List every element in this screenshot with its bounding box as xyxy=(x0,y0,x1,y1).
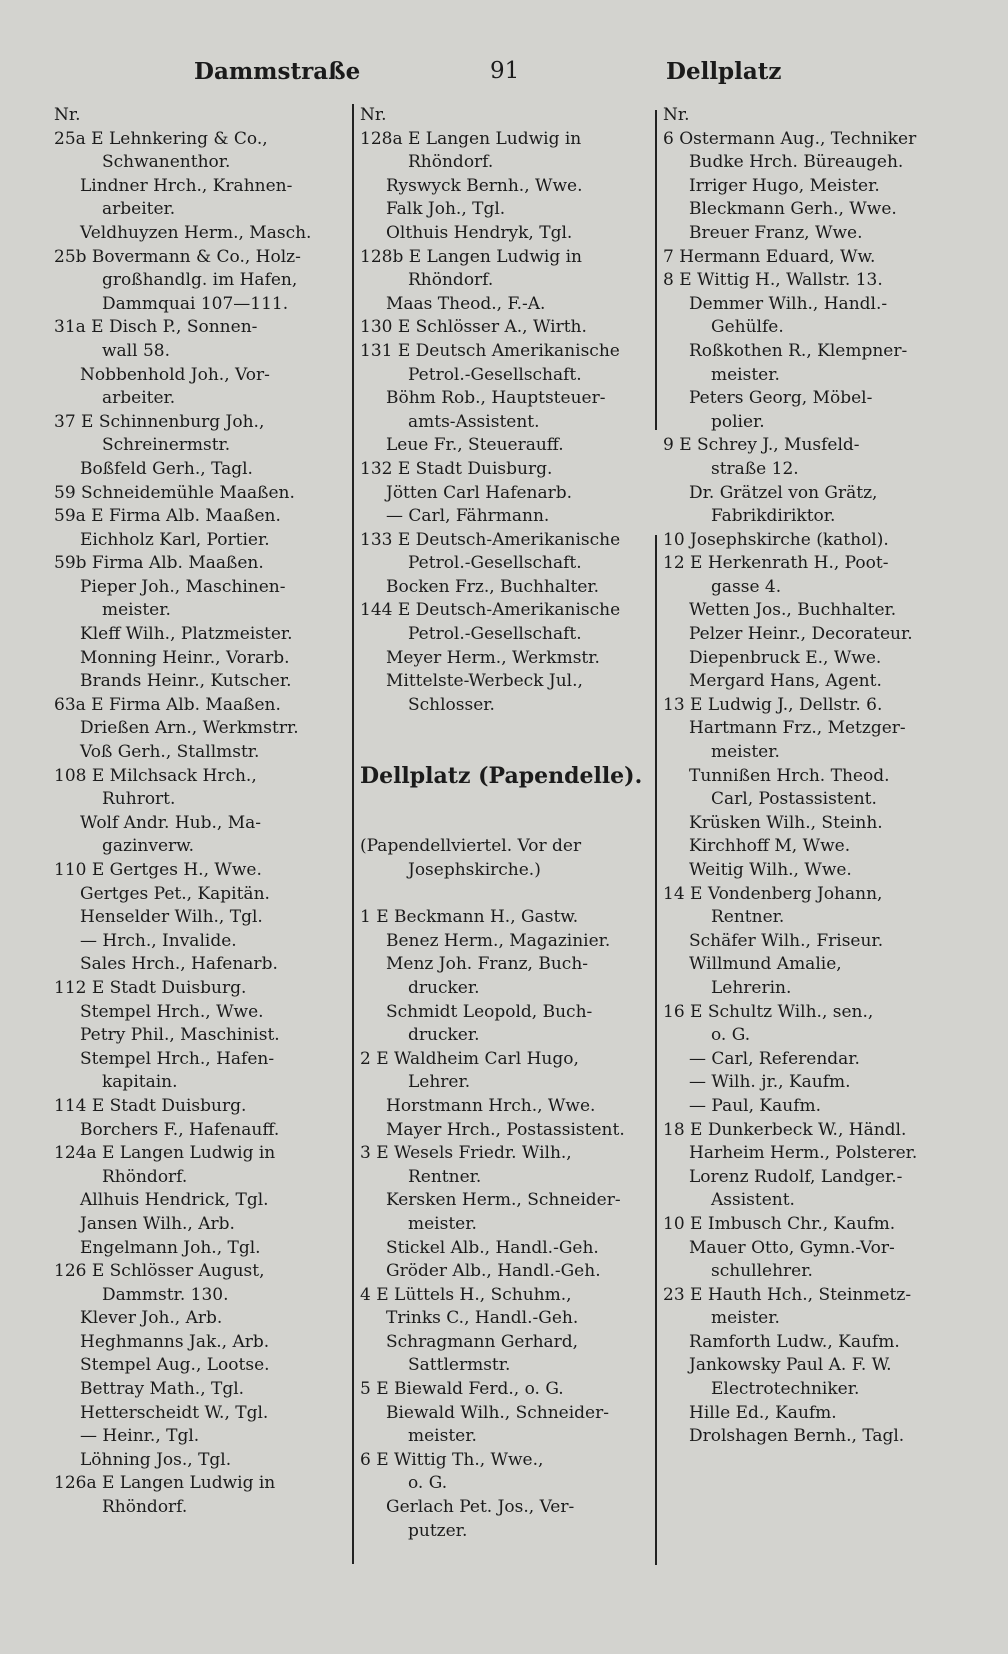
directory-line: Krüsken Wilh., Steinh. xyxy=(689,812,883,833)
directory-line: 37 E Schinnenburg Joh., xyxy=(54,411,265,432)
directory-line: meister. xyxy=(711,364,780,385)
directory-line: 59 Schneidemühle Maaßen. xyxy=(54,482,295,503)
directory-line: Engelmann Joh., Tgl. xyxy=(80,1237,261,1258)
column-divider-right-bottom xyxy=(655,535,657,1565)
directory-line: Jansen Wilh., Arb. xyxy=(80,1213,235,1234)
directory-line: 3 E Wesels Friedr. Wilh., xyxy=(360,1143,572,1164)
directory-line: Tunnißen Hrch. Theod. xyxy=(689,765,890,786)
directory-line: Schäfer Wilh., Friseur. xyxy=(689,930,884,951)
directory-line: 126 E Schlösser August, xyxy=(54,1261,265,1282)
directory-line: meister. xyxy=(408,1213,477,1234)
directory-line: Schreinermstr. xyxy=(102,435,231,456)
directory-line: Nobbenhold Joh., Vor- xyxy=(80,364,270,385)
directory-line: 25a E Lehnkering & Co., xyxy=(54,128,268,149)
directory-line: 14 E Vondenberg Johann, xyxy=(663,883,883,904)
directory-line: 13 E Ludwig J., Dellstr. 6. xyxy=(663,694,883,715)
directory-line: Stempel Aug., Lootse. xyxy=(80,1355,270,1376)
directory-line: arbeiter. xyxy=(102,199,176,220)
directory-line: schullehrer. xyxy=(711,1261,813,1282)
directory-line: Ryswyck Bernh., Wwe. xyxy=(386,175,583,196)
directory-line: 2 E Waldheim Carl Hugo, xyxy=(360,1048,579,1069)
directory-line: Stickel Alb., Handl.-Geh. xyxy=(386,1237,599,1258)
directory-line: Ruhrort. xyxy=(102,789,176,810)
directory-line: Gerlach Pet. Jos., Ver- xyxy=(386,1497,575,1518)
directory-line: 4 E Lüttels H., Schuhm., xyxy=(360,1284,572,1305)
directory-line: 6 E Wittig Th., Wwe., xyxy=(360,1449,544,1470)
directory-line: Dr. Grätzel von Grätz, xyxy=(689,482,878,503)
directory-line: o. G. xyxy=(408,1473,448,1494)
directory-line: Nr. xyxy=(54,105,81,125)
directory-line: drucker. xyxy=(408,977,480,998)
directory-line: Wetten Jos., Buchhalter. xyxy=(689,600,897,621)
directory-line: 130 E Schlösser A., Wirth. xyxy=(360,317,587,338)
directory-line: Rentner. xyxy=(711,907,785,928)
directory-line: Maas Theod., F.-A. xyxy=(386,293,546,314)
directory-line: Boßfeld Gerh., Tagl. xyxy=(80,458,253,479)
directory-line: 112 E Stadt Duisburg. xyxy=(54,977,247,998)
directory-line: Lindner Hrch., Krahnen- xyxy=(80,175,293,196)
directory-line: Kersken Herm., Schneider- xyxy=(386,1190,621,1211)
directory-line: großhandlg. im Hafen, xyxy=(102,270,298,291)
blank-line xyxy=(360,741,652,765)
directory-line: Hetterscheidt W., Tgl. xyxy=(80,1402,269,1423)
directory-line: — Carl, Referendar. xyxy=(689,1048,860,1069)
directory-line: Klever Joh., Arb. xyxy=(80,1308,223,1329)
column-divider-left xyxy=(352,104,354,1564)
directory-line: Trinks C., Handl.-Geh. xyxy=(386,1308,579,1329)
directory-line: Drolshagen Bernh., Tagl. xyxy=(689,1426,905,1447)
directory-line: Schlosser. xyxy=(408,694,495,715)
directory-line: 10 E Imbusch Chr., Kaufm. xyxy=(663,1213,896,1234)
directory-line: Falk Joh., Tgl. xyxy=(386,199,506,220)
directory-line: o. G. xyxy=(711,1025,751,1046)
directory-line: Rhöndorf. xyxy=(408,270,494,291)
directory-line: 128a E Langen Ludwig in xyxy=(360,128,582,149)
directory-line: Eichholz Karl, Portier. xyxy=(80,529,270,550)
directory-line: 63a E Firma Alb. Maaßen. xyxy=(54,694,281,715)
directory-line: 59a E Firma Alb. Maaßen. xyxy=(54,506,281,527)
directory-line: polier. xyxy=(711,411,765,432)
directory-line: Bleckmann Gerh., Wwe. xyxy=(689,199,897,220)
directory-line: Jötten Carl Hafenarb. xyxy=(386,482,573,503)
directory-line: 9 E Schrey J., Musfeld- xyxy=(663,435,860,456)
directory-line: 23 E Hauth Hch., Steinmetz- xyxy=(663,1284,912,1305)
directory-line: Rhöndorf. xyxy=(102,1497,188,1518)
directory-line: putzer. xyxy=(408,1520,468,1541)
directory-line: Pieper Joh., Maschinen- xyxy=(80,576,286,597)
blank-line xyxy=(360,788,652,812)
directory-line: 6 Ostermann Aug., Techniker xyxy=(663,128,917,149)
directory-line: 25b Bovermann & Co., Holz- xyxy=(54,246,301,267)
directory-line: Fabrikdiriktor. xyxy=(711,506,836,527)
directory-line: 126a E Langen Ludwig in xyxy=(54,1473,276,1494)
directory-line: — Carl, Fährmann. xyxy=(386,506,550,527)
directory-line: Henselder Wilh., Tgl. xyxy=(80,907,263,928)
directory-line: Stempel Hrch., Wwe. xyxy=(80,1001,264,1022)
directory-line: Kirchhoff M, Wwe. xyxy=(689,836,851,857)
directory-line: kapitain. xyxy=(102,1072,178,1093)
directory-line: Leue Fr., Steuerauff. xyxy=(386,435,564,456)
directory-line: — Wilh. jr., Kaufm. xyxy=(689,1072,851,1093)
directory-line: Lehrer. xyxy=(408,1072,471,1093)
directory-line: Mayer Hrch., Postassistent. xyxy=(386,1119,625,1140)
directory-line: Diepenbruck E., Wwe. xyxy=(689,647,882,668)
directory-line: Assistent. xyxy=(711,1190,795,1211)
directory-line: Petrol.-Gesellschaft. xyxy=(408,553,582,574)
directory-line: Voß Gerh., Stallmstr. xyxy=(80,742,260,763)
directory-line: Rhöndorf. xyxy=(408,152,494,173)
directory-line: Ramforth Ludw., Kaufm. xyxy=(689,1331,900,1352)
directory-line: Jankowsky Paul A. F. W. xyxy=(689,1355,892,1376)
directory-line: meister. xyxy=(711,742,780,763)
directory-line: Irriger Hugo, Meister. xyxy=(689,175,880,196)
directory-line: gazinverw. xyxy=(102,836,195,857)
directory-line: — Heinr., Tgl. xyxy=(80,1426,200,1447)
directory-line: Biewald Wilh., Schneider- xyxy=(386,1402,609,1423)
directory-line: straße 12. xyxy=(711,458,799,479)
directory-line: Wolf Andr. Hub., Ma- xyxy=(80,812,262,833)
column-right xyxy=(663,104,963,1449)
directory-line: Sales Hrch., Hafenarb. xyxy=(80,954,278,975)
directory-line: Bettray Math., Tgl. xyxy=(80,1379,245,1400)
directory-line: Gertges Pet., Kapitän. xyxy=(80,883,270,904)
directory-line: arbeiter. xyxy=(102,388,176,409)
directory-line: meister. xyxy=(408,1426,477,1447)
directory-line: Pelzer Heinr., Decorateur. xyxy=(689,624,913,645)
directory-line: Petrol.-Gesellschaft. xyxy=(408,364,582,385)
directory-line: 16 E Schultz Wilh., sen., xyxy=(663,1001,874,1022)
directory-line: Mittelste-Werbeck Jul., xyxy=(386,671,583,692)
directory-line: Weitig Wilh., Wwe. xyxy=(689,860,852,880)
directory-line: Schmidt Leopold, Buch- xyxy=(386,1001,593,1022)
directory-line: gasse 4. xyxy=(711,576,782,597)
directory-line: 12 E Herkenrath H., Poot- xyxy=(663,553,889,574)
directory-line: 1 E Beckmann H., Gastw. xyxy=(360,907,579,928)
column-middle xyxy=(360,104,652,1543)
directory-line: 128b E Langen Ludwig in xyxy=(360,246,582,267)
directory-line: Sattlermstr. xyxy=(408,1355,511,1376)
directory-line: Schwanenthor. xyxy=(102,152,231,173)
directory-line: Löhning Jos., Tgl. xyxy=(80,1449,232,1470)
directory-line: Dammstr. 130. xyxy=(102,1284,229,1305)
directory-line: Benez Herm., Magazinier. xyxy=(386,930,611,951)
directory-line: meister. xyxy=(102,600,171,621)
directory-line: Borchers F., Hafenauff. xyxy=(80,1119,280,1140)
directory-line: Roßkothen R., Klempner- xyxy=(689,340,908,361)
directory-line: Allhuis Hendrick, Tgl. xyxy=(80,1190,269,1211)
directory-line: Brands Heinr., Kutscher. xyxy=(80,671,292,692)
directory-line: Olthuis Hendryk, Tgl. xyxy=(386,222,573,243)
column-divider-right-top xyxy=(655,110,657,430)
directory-line: Hartmann Frz., Metzger- xyxy=(689,718,906,739)
section-heading: Dellplatz (Papendelle). xyxy=(360,764,643,789)
directory-line: Schragmann Gerhard, xyxy=(386,1331,579,1352)
directory-line: 124a E Langen Ludwig in xyxy=(54,1143,276,1164)
directory-line: Carl, Postassistent. xyxy=(711,789,877,810)
directory-line: 132 E Stadt Duisburg. xyxy=(360,458,553,479)
directory-line: Lorenz Rudolf, Landger.- xyxy=(689,1166,903,1187)
directory-line: 144 E Deutsch-Amerikanische xyxy=(360,600,621,621)
directory-line: Böhm Rob., Hauptsteuer- xyxy=(386,388,606,409)
directory-line: Nr. xyxy=(663,105,690,125)
directory-line: Josephskirche.) xyxy=(408,860,541,880)
directory-line: 18 E Dunkerbeck W., Händl. xyxy=(663,1119,907,1140)
directory-line: Mergard Hans, Agent. xyxy=(689,671,882,692)
directory-line: 131 E Deutsch Amerikanische xyxy=(360,340,620,361)
directory-line: (Papendellviertel. Vor der xyxy=(360,836,582,857)
directory-line: 59b Firma Alb. Maaßen. xyxy=(54,553,264,574)
header-left-street: Dammstraße xyxy=(194,58,361,85)
directory-line: Drießen Arn., Werkmstrr. xyxy=(80,718,299,739)
directory-line: Meyer Herm., Werkmstr. xyxy=(386,647,600,668)
column-left xyxy=(54,104,348,1520)
directory-line: Veldhuyzen Herm., Masch. xyxy=(80,222,312,243)
directory-line: Stempel Hrch., Hafen- xyxy=(80,1048,275,1069)
directory-line: Rentner. xyxy=(408,1166,482,1187)
directory-line: Petrol.-Gesellschaft. xyxy=(408,624,582,645)
directory-line: Budke Hrch. Büreaugeh. xyxy=(689,152,904,173)
directory-line: Demmer Wilh., Handl.- xyxy=(689,293,888,314)
directory-line: Dammquai 107—111. xyxy=(102,293,289,314)
directory-line: Heghmanns Jak., Arb. xyxy=(80,1331,270,1352)
blank-line xyxy=(360,717,652,741)
directory-line: drucker. xyxy=(408,1025,480,1046)
directory-line: — Hrch., Invalide. xyxy=(80,930,237,951)
directory-line: Gröder Alb., Handl.-Geh. xyxy=(386,1261,601,1282)
header-right-street: Dellplatz xyxy=(666,58,782,85)
directory-line: — Paul, Kaufm. xyxy=(689,1095,822,1116)
directory-line: 7 Hermann Eduard, Ww. xyxy=(663,246,876,267)
directory-line: 133 E Deutsch-Amerikanische xyxy=(360,529,621,550)
directory-line: 10 Josephskirche (kathol). xyxy=(663,529,889,550)
directory-line: 31a E Disch P., Sonnen- xyxy=(54,317,258,338)
page-number: 91 xyxy=(490,58,520,84)
directory-line: Lehrerin. xyxy=(711,977,792,998)
directory-line: Hille Ed., Kaufm. xyxy=(689,1402,837,1423)
directory-line: Electrotechniker. xyxy=(711,1379,860,1400)
directory-line: Kleff Wilh., Platzmeister. xyxy=(80,624,293,645)
directory-line: Peters Georg, Möbel- xyxy=(689,388,873,409)
directory-line: Petry Phil., Maschinist. xyxy=(80,1025,280,1046)
directory-line: Nr. xyxy=(360,105,387,125)
directory-line: meister. xyxy=(711,1308,780,1329)
directory-line: 110 E Gertges H., Wwe. xyxy=(54,860,262,880)
directory-line: Bocken Frz., Buchhalter. xyxy=(386,576,600,597)
directory-line: 114 E Stadt Duisburg. xyxy=(54,1095,247,1116)
directory-line: amts-Assistent. xyxy=(408,411,540,432)
directory-line: 108 E Milchsack Hrch., xyxy=(54,765,257,786)
directory-line: Monning Heinr., Vorarb. xyxy=(80,647,290,668)
directory-line: Willmund Amalie, xyxy=(689,954,842,975)
directory-line: Mauer Otto, Gymn.-Vor- xyxy=(689,1237,895,1258)
directory-line: wall 58. xyxy=(102,340,170,361)
blank-line xyxy=(360,812,652,836)
directory-line: 5 E Biewald Ferd., o. G. xyxy=(360,1379,564,1400)
directory-line: Horstmann Hrch., Wwe. xyxy=(386,1095,596,1116)
directory-line: Harheim Herm., Polsterer. xyxy=(689,1143,918,1164)
directory-line: 8 E Wittig H., Wallstr. 13. xyxy=(663,270,883,291)
directory-line: Menz Joh. Franz, Buch- xyxy=(386,954,589,975)
directory-line: Breuer Franz, Wwe. xyxy=(689,222,863,243)
directory-line: Rhöndorf. xyxy=(102,1166,188,1187)
blank-line xyxy=(360,883,652,907)
directory-line: Gehülfe. xyxy=(711,317,784,338)
